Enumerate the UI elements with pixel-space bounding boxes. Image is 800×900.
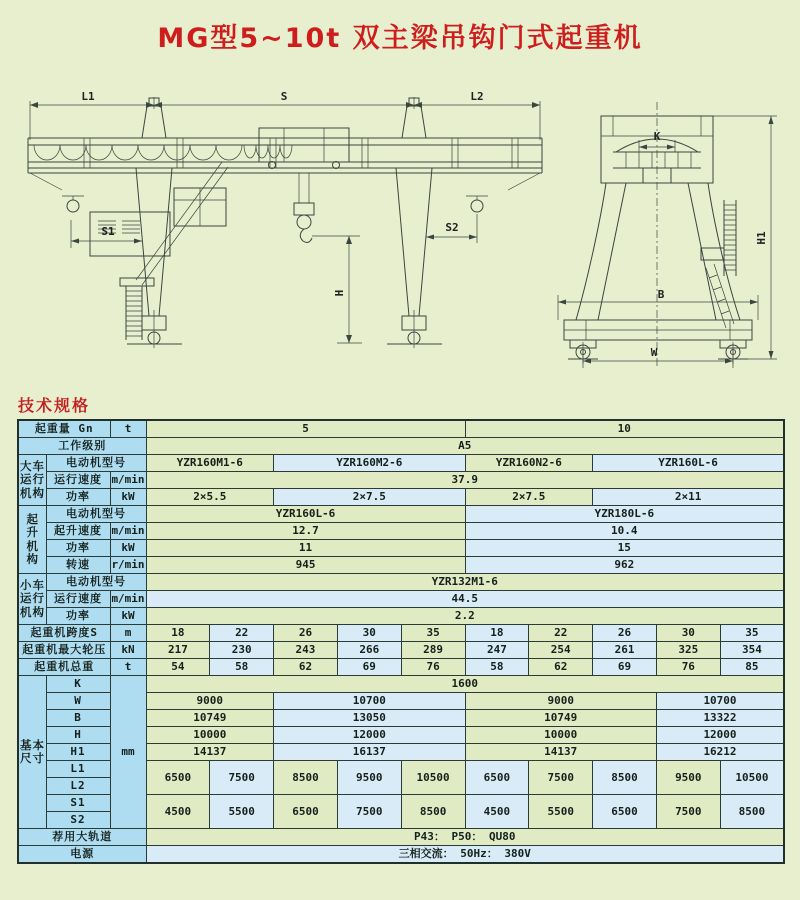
value-cell: 58 (210, 659, 274, 676)
row-label: 功率 (46, 489, 110, 506)
value-cell: 7500 (529, 761, 593, 795)
value-cell: 13050 (274, 710, 465, 727)
value-cell: A5 (146, 438, 784, 455)
value-cell: 15 (465, 540, 784, 557)
value-cell: 6500 (593, 795, 657, 829)
value-cell: 22 (529, 625, 593, 642)
value-cell: 10000 (465, 727, 656, 744)
row-label: 电动机型号 (46, 455, 146, 472)
table-row (18, 506, 784, 523)
value-cell: 10700 (274, 693, 465, 710)
drawing-area (0, 88, 800, 383)
value-cell: YZR160L-6 (593, 455, 784, 472)
value-cell: 261 (593, 642, 657, 659)
value-cell: 7500 (210, 761, 274, 795)
value-cell: YZR160M1-6 (146, 455, 274, 472)
row-label: 转速 (46, 557, 110, 574)
value-cell: 26 (274, 625, 338, 642)
table-row (18, 472, 784, 489)
value-cell: 243 (274, 642, 338, 659)
value-cell: YZR132M1-6 (146, 574, 784, 591)
unit-cell: m/min (110, 591, 146, 608)
value-cell: 254 (529, 642, 593, 659)
value-cell: 76 (401, 659, 465, 676)
table-row (18, 420, 784, 438)
value-cell: 289 (401, 642, 465, 659)
value-cell: 69 (337, 659, 401, 676)
value-cell: 8500 (720, 795, 784, 829)
value-cell: 217 (146, 642, 210, 659)
value-cell: 2×7.5 (274, 489, 465, 506)
table-row (18, 846, 784, 864)
value-cell: YZR160M2-6 (274, 455, 465, 472)
unit-cell: kW (110, 489, 146, 506)
value-cell: 2.2 (146, 608, 784, 625)
dim-label-s: S (280, 90, 288, 103)
row-label: 运行速度 (46, 472, 110, 489)
value-cell: 962 (465, 557, 784, 574)
value-cell: 2×11 (593, 489, 784, 506)
row-label: 电动机型号 (46, 506, 146, 523)
value-cell: 10500 (401, 761, 465, 795)
value-cell: 22 (210, 625, 274, 642)
row-label: 起升速度 (46, 523, 110, 540)
value-cell: 10 (465, 420, 784, 438)
value-cell: 44.5 (146, 591, 784, 608)
table-row (18, 574, 784, 591)
value-cell: 6500 (465, 761, 529, 795)
value-cell: 945 (146, 557, 465, 574)
value-cell: 37.9 (146, 472, 784, 489)
value-cell: 2×5.5 (146, 489, 274, 506)
value-cell: 35 (720, 625, 784, 642)
row-label: 工作级别 (18, 438, 146, 455)
side-elevation-drawing (556, 88, 786, 378)
table-row (18, 489, 784, 506)
row-label: 起重量 Gn (18, 420, 110, 438)
row-label: L1 (46, 761, 110, 778)
unit-cell: t (110, 659, 146, 676)
value-cell: 10749 (465, 710, 656, 727)
spec-table (17, 419, 785, 864)
row-label: K (46, 676, 110, 693)
row-label: S1 (46, 795, 110, 812)
row-label: 电源 (18, 846, 146, 864)
value-cell: 30 (337, 625, 401, 642)
value-cell: 5500 (210, 795, 274, 829)
row-label: 功率 (46, 540, 110, 557)
unit-cell: m/min (110, 523, 146, 540)
value-cell: 354 (720, 642, 784, 659)
table-row (18, 676, 784, 693)
table-row (18, 625, 784, 642)
value-cell: YZR180L-6 (465, 506, 784, 523)
value-cell: P43： P50： QU80 (146, 829, 784, 846)
unit-cell: m (110, 625, 146, 642)
value-cell: 18 (146, 625, 210, 642)
unit-cell: m/min (110, 472, 146, 489)
table-row (18, 540, 784, 557)
value-cell: 10749 (146, 710, 274, 727)
value-cell: 6500 (274, 795, 338, 829)
row-label: H1 (46, 744, 110, 761)
value-cell: 7500 (656, 795, 720, 829)
value-cell: 10000 (146, 727, 274, 744)
row-label: 功率 (46, 608, 110, 625)
value-cell: 26 (593, 625, 657, 642)
row-group-label: 起升机构 (18, 506, 46, 574)
row-label: 起重机跨度S (18, 625, 110, 642)
dim-label-w: W (650, 346, 658, 359)
value-cell: 8500 (401, 795, 465, 829)
row-label: 运行速度 (46, 591, 110, 608)
value-cell: 69 (593, 659, 657, 676)
value-cell: YZR160L-6 (146, 506, 465, 523)
value-cell: 12000 (656, 727, 784, 744)
value-cell: 9500 (656, 761, 720, 795)
value-cell: 16212 (656, 744, 784, 761)
value-cell: 62 (529, 659, 593, 676)
value-cell: 8500 (274, 761, 338, 795)
row-group-label: 小车运行机构 (18, 574, 46, 625)
table-row (18, 829, 784, 846)
value-cell: 30 (656, 625, 720, 642)
unit-cell: kW (110, 608, 146, 625)
value-cell: 266 (337, 642, 401, 659)
front-elevation-drawing (22, 88, 552, 378)
dim-label-s2: S2 (445, 221, 459, 234)
value-cell: 9000 (465, 693, 656, 710)
value-cell: 5 (146, 420, 465, 438)
value-cell: 16137 (274, 744, 465, 761)
value-cell: 12.7 (146, 523, 465, 540)
value-cell: 10500 (720, 761, 784, 795)
value-cell: 三相交流： 50Hz： 380V (146, 846, 784, 864)
table-row (18, 455, 784, 472)
value-cell: 35 (401, 625, 465, 642)
value-cell: 5500 (529, 795, 593, 829)
value-cell: 6500 (146, 761, 210, 795)
unit-cell: kW (110, 540, 146, 557)
value-cell: 13322 (656, 710, 784, 727)
dim-label-b: B (657, 288, 665, 301)
row-label: H (46, 727, 110, 744)
value-cell: 9500 (337, 761, 401, 795)
row-label: 起重机最大轮压 (18, 642, 110, 659)
value-cell: 18 (465, 625, 529, 642)
dim-label-h: H (333, 289, 346, 297)
unit-cell: mm (110, 676, 146, 829)
value-cell: 10.4 (465, 523, 784, 540)
section-heading: 技术规格 (18, 396, 91, 415)
table-row (18, 523, 784, 540)
unit-cell: kN (110, 642, 146, 659)
value-cell: 11 (146, 540, 465, 557)
dim-label-l1: L1 (81, 90, 95, 103)
value-cell: 4500 (146, 795, 210, 829)
unit-cell: t (110, 420, 146, 438)
value-cell: 1600 (146, 676, 784, 693)
value-cell: 14137 (465, 744, 656, 761)
table-row (18, 557, 784, 574)
value-cell: 325 (656, 642, 720, 659)
value-cell: 76 (656, 659, 720, 676)
dim-label-k: K (653, 130, 661, 143)
dim-label-l2: L2 (470, 90, 484, 103)
unit-cell: r/min (110, 557, 146, 574)
value-cell: 62 (274, 659, 338, 676)
value-cell: 54 (146, 659, 210, 676)
row-label: L2 (46, 778, 110, 795)
row-label: 荐用大轨道 (18, 829, 146, 846)
row-label: S2 (46, 812, 110, 829)
row-label: B (46, 710, 110, 727)
value-cell: 7500 (337, 795, 401, 829)
value-cell: 14137 (146, 744, 274, 761)
value-cell: 12000 (274, 727, 465, 744)
value-cell: 58 (465, 659, 529, 676)
row-label: 电动机型号 (46, 574, 146, 591)
dim-label-h1: H1 (755, 231, 768, 245)
value-cell: 10700 (656, 693, 784, 710)
value-cell: 85 (720, 659, 784, 676)
table-row (18, 659, 784, 676)
value-cell: 230 (210, 642, 274, 659)
row-label: W (46, 693, 110, 710)
table-row (18, 642, 784, 659)
table-row (18, 438, 784, 455)
value-cell: 2×7.5 (465, 489, 593, 506)
value-cell: 247 (465, 642, 529, 659)
row-group-label: 大车运行机构 (18, 455, 46, 506)
value-cell: 8500 (593, 761, 657, 795)
table-row (18, 608, 784, 625)
row-label: 起重机总重 (18, 659, 110, 676)
row-group-label: 基本尺寸 (18, 676, 46, 829)
value-cell: YZR160N2-6 (465, 455, 593, 472)
page-title: MG型5~10t 双主梁吊钩门式起重机 (157, 23, 643, 54)
dim-label-s1: S1 (101, 225, 115, 238)
value-cell: 4500 (465, 795, 529, 829)
table-row (18, 591, 784, 608)
value-cell: 9000 (146, 693, 274, 710)
